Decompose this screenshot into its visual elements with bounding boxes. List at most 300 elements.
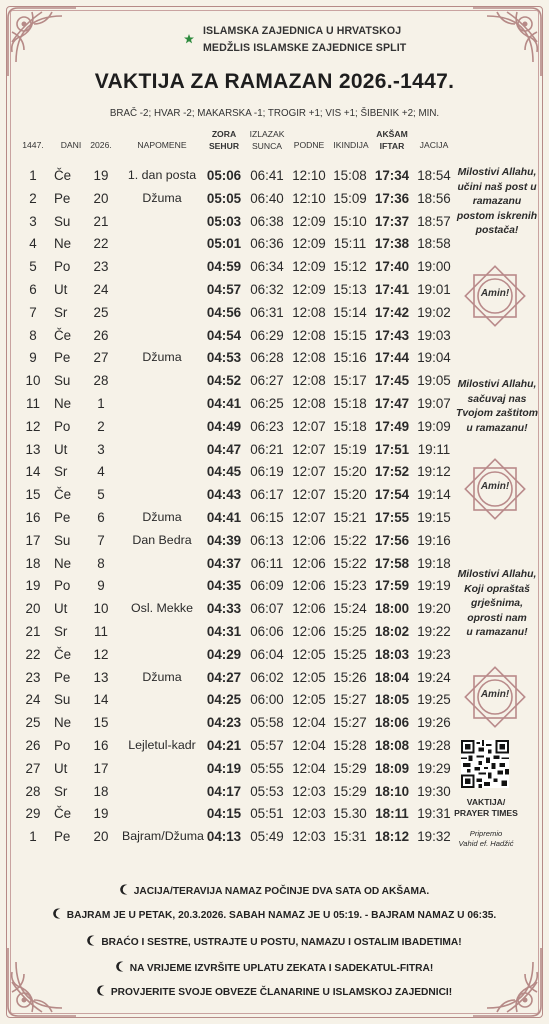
prepared-by-line2: Vahid ef. Hadžić: [458, 839, 514, 848]
cell-sunrise-time: 06:27: [250, 373, 284, 389]
cell-ikindija-time: 15:13: [333, 281, 367, 297]
cell-jacija-time: 19:20: [417, 601, 451, 617]
cell-zora-time: 04:45: [206, 464, 242, 480]
cell-jacija-time: 19:31: [417, 806, 451, 822]
cell-jacija-time: 18:58: [417, 236, 451, 252]
cell-sunrise-time: 05:53: [250, 783, 284, 799]
cell-podne-time: 12:09: [292, 259, 326, 275]
cell-gregorian-day: 18: [93, 783, 109, 799]
cell-ikindija-time: 15:15: [333, 327, 367, 343]
cell-gregorian-day: 10: [93, 601, 109, 617]
col-header-sunrise: [246, 128, 288, 152]
cell-hijri-day: 8: [29, 327, 37, 343]
footer-text: NA VRIJEME IZVRŠITE UPLATU ZEKATA I SADEKATUL-FITRA!: [129, 963, 434, 974]
cell-hijri-day: 3: [29, 213, 37, 229]
cell-gregorian-day: 11: [94, 623, 108, 639]
cell-sunrise-time: 06:31: [250, 304, 284, 320]
cell-podne-time: 12:09: [292, 213, 326, 229]
cell-hijri-day: 14: [25, 464, 41, 480]
cell-aksam-time: 18:10: [374, 783, 410, 799]
cell-aksam-time: 17:51: [374, 441, 410, 457]
cell-zora-time: 04:33: [206, 601, 242, 617]
cell-note: Osl. Mekke: [131, 601, 193, 616]
cell-aksam-time: 17:56: [374, 532, 410, 548]
prayer-2-line: u ramazanu!: [466, 422, 528, 434]
cell-weekday: Ut: [54, 281, 68, 297]
footer-line-1: [0, 884, 549, 897]
cell-zora-time: 04:25: [206, 692, 242, 708]
cell-weekday: Ne: [54, 395, 72, 411]
cell-ikindija-time: 15:28: [333, 737, 367, 753]
org-name-line2: MEDŽLIS ISLAMSKE ZAJEDNICE SPLIT: [203, 42, 407, 54]
cell-sunrise-time: 06:04: [250, 646, 284, 662]
cell-sunrise-time: 06:23: [250, 418, 284, 434]
cell-weekday: Sr: [54, 783, 68, 799]
cell-jacija-time: 18:54: [417, 168, 451, 183]
cell-zora-time: 04:29: [206, 646, 242, 662]
cell-sunrise-time: 06:38: [250, 213, 284, 229]
col-header-sunrise-line1: IZLAZAK: [249, 129, 285, 139]
prayer-3-line: grješnima,: [471, 598, 523, 609]
qr-code-icon[interactable]: [461, 740, 509, 788]
table-row: [22, 782, 452, 805]
page-title: VAKTIJA ZA RAMAZAN 2026.-1447.: [94, 70, 455, 93]
cell-hijri-day: 7: [29, 304, 37, 320]
cell-jacija-time: 19:16: [417, 532, 451, 548]
prayer-2-line: sačuvaj nas: [467, 393, 527, 405]
cell-hijri-day: 13: [25, 441, 41, 457]
cell-hijri-day: 21: [25, 623, 41, 639]
prayer-1-line: Milostivi Allahu,: [457, 167, 537, 178]
cell-ikindija-time: 15:19: [333, 441, 367, 457]
qr-label-line1: VAKTIJA/: [466, 797, 506, 807]
cell-podne-time: 12:06: [292, 601, 326, 617]
cell-jacija-time: 19:11: [417, 441, 451, 457]
table-row: [22, 508, 452, 531]
cell-zora-time: 04:56: [206, 304, 242, 320]
cell-gregorian-day: 20: [93, 829, 109, 845]
cell-sunrise-time: 06:06: [250, 623, 284, 639]
col-header-gregorian: 2026.: [90, 140, 112, 150]
table-row: [22, 462, 452, 485]
cell-gregorian-day: 3: [97, 441, 105, 457]
cell-gregorian-day: 22: [93, 236, 109, 252]
cell-ikindija-time: 15:20: [333, 487, 367, 503]
col-header-sunrise-line2: SUNCA: [251, 141, 283, 151]
cell-sunrise-time: 06:07: [250, 601, 284, 617]
table-row: [22, 713, 452, 736]
cell-aksam-time: 17:47: [374, 395, 410, 411]
table-row: [22, 690, 452, 713]
cell-sunrise-time: 06:15: [250, 509, 284, 525]
cell-zora-time: 04:59: [206, 259, 242, 275]
cell-zora-time: 04:27: [206, 669, 242, 685]
cell-hijri-day: 9: [29, 350, 37, 366]
cell-weekday: Po: [54, 418, 71, 434]
cell-podne-time: 12:08: [292, 327, 326, 343]
cell-zora-time: 05:03: [206, 213, 242, 229]
cell-ikindija-time: 15:14: [333, 304, 367, 320]
cell-aksam-time: 18:11: [375, 806, 409, 822]
cell-jacija-time: 19:18: [417, 555, 451, 571]
cell-aksam-time: 17:34: [374, 168, 410, 183]
cell-gregorian-day: 20: [93, 190, 109, 206]
table-row: [22, 804, 452, 827]
cell-zora-time: 04:41: [206, 395, 242, 411]
footer-text: BRAĆO I SESTRE, USTRAJTE U POSTU, NAMAZU I OSTALIM IBADETIMA!: [101, 937, 462, 948]
prayer-3-line: oprosti nam: [467, 612, 527, 624]
cell-hijri-day: 1: [29, 168, 37, 183]
cell-gregorian-day: 15: [93, 715, 109, 731]
cell-weekday: Ne: [54, 555, 72, 571]
cell-weekday: Sr: [54, 464, 68, 480]
cell-ikindija-time: 15.30: [333, 806, 367, 822]
prayer-3-line: Milostivi Allahu,: [457, 569, 537, 580]
cell-zora-time: 04:54: [206, 327, 242, 343]
corner-ornament-icon: [2, 942, 82, 1022]
cell-ikindija-time: 15:23: [333, 578, 367, 594]
cell-podne-time: 12:10: [292, 190, 326, 206]
cell-sunrise-time: 06:34: [250, 259, 284, 275]
prayer-3-line: Koji opraštaš: [464, 583, 530, 595]
cell-hijri-day: 24: [25, 692, 41, 708]
prayer-text-3: [456, 568, 538, 641]
cell-note: Lejletul-kadr: [128, 737, 196, 752]
cell-hijri-day: 28: [25, 783, 41, 799]
table-row: [22, 531, 452, 554]
cell-hijri-day: 15: [25, 487, 41, 503]
table-row: [22, 736, 452, 759]
amin-star-badge: [458, 452, 532, 526]
cell-ikindija-time: 15:25: [333, 623, 367, 639]
cell-hijri-day: 10: [25, 373, 41, 389]
cell-jacija-time: 19:02: [417, 304, 451, 320]
cell-zora-time: 04:35: [206, 578, 242, 594]
qr-label-line2: PRAYER TIMES: [454, 808, 518, 818]
cell-hijri-day: 6: [29, 281, 37, 297]
cell-sunrise-time: 06:25: [250, 395, 284, 411]
cell-sunrise-time: 06:00: [250, 692, 284, 708]
table-row: [22, 371, 452, 394]
cell-gregorian-day: 8: [97, 555, 105, 571]
cell-aksam-time: 18:03: [374, 646, 410, 662]
cell-weekday: Če: [54, 327, 72, 343]
cell-jacija-time: 19:04: [417, 350, 451, 366]
cell-ikindija-time: 15:21: [333, 509, 367, 525]
prepared-by: [450, 829, 522, 849]
cell-gregorian-day: 26: [93, 327, 109, 343]
cell-hijri-day: 1: [29, 829, 37, 845]
col-header-hijri: 1447.: [22, 140, 44, 150]
cell-gregorian-day: 14: [93, 692, 109, 708]
cell-zora-time: 04:47: [206, 441, 242, 457]
table-row: [22, 576, 452, 599]
cell-gregorian-day: 27: [93, 350, 109, 366]
cell-zora-time: 04:49: [206, 418, 242, 434]
cell-podne-time: 12:03: [292, 829, 326, 845]
cell-ikindija-time: 15:22: [333, 555, 367, 571]
table-row: [22, 166, 452, 189]
cell-aksam-time: 18:00: [374, 601, 410, 617]
cell-podne-time: 12:07: [292, 441, 326, 457]
cell-jacija-time: 18:56: [417, 190, 451, 206]
cell-ikindija-time: 15:10: [333, 213, 367, 229]
crescent-icon: [97, 985, 108, 996]
cell-ikindija-time: 15:20: [333, 464, 367, 480]
city-offsets: BRAČ -2; HVAR -2; MAKARSKA -1; TROGIR +1; VIS +1; ŠIBENIK +2; MIN.: [109, 108, 440, 119]
table-row: [22, 280, 452, 303]
crescent-logo-icon: [168, 22, 200, 58]
cell-ikindija-time: 15:18: [333, 418, 367, 434]
cell-ikindija-time: 15:17: [333, 373, 367, 389]
cell-gregorian-day: 6: [97, 509, 105, 525]
amin-star-badge: [458, 259, 532, 333]
cell-jacija-time: 19:00: [417, 259, 451, 275]
crescent-icon: [87, 935, 98, 946]
cell-sunrise-time: 05:55: [250, 760, 284, 776]
crescent-icon: [120, 884, 131, 895]
cell-jacija-time: 19:32: [417, 829, 451, 845]
cell-gregorian-day: 19: [93, 168, 109, 183]
cell-sunrise-time: 06:32: [250, 281, 284, 297]
cell-weekday: Ut: [54, 441, 68, 457]
cell-jacija-time: 19:29: [417, 760, 451, 776]
col-header-podne: PODNE: [293, 140, 325, 150]
prayer-1-line: postom iskrenih: [456, 210, 538, 222]
table-row: [22, 348, 452, 371]
cell-podne-time: 12:04: [292, 737, 326, 753]
cell-gregorian-day: 17: [93, 760, 109, 776]
cell-hijri-day: 22: [25, 646, 41, 662]
cell-podne-time: 12:03: [292, 783, 326, 799]
cell-podne-time: 12:09: [292, 236, 326, 252]
cell-aksam-time: 18:04: [374, 669, 410, 685]
col-header-ikindija: IKINDIJA: [333, 140, 369, 150]
cell-jacija-time: 19:30: [417, 783, 451, 799]
corner-ornament-icon: [467, 942, 547, 1022]
cell-jacija-time: 19:28: [417, 737, 451, 753]
cell-hijri-day: 2: [29, 190, 37, 206]
cell-ikindija-time: 15:11: [333, 236, 367, 252]
table-row: [22, 326, 452, 349]
cell-zora-time: 05:01: [206, 236, 242, 252]
cell-jacija-time: 19:24: [417, 669, 451, 685]
table-row: [22, 212, 452, 235]
cell-hijri-day: 25: [25, 715, 41, 731]
cell-weekday: Če: [54, 487, 72, 503]
cell-weekday: Su: [54, 213, 71, 229]
cell-sunrise-time: 06:09: [250, 578, 284, 594]
cell-hijri-day: 4: [29, 236, 37, 252]
cell-sunrise-time: 06:29: [250, 327, 284, 343]
cell-jacija-time: 19:26: [417, 715, 451, 731]
cell-podne-time: 12:07: [292, 509, 326, 525]
cell-sunrise-time: 05:51: [250, 806, 284, 822]
amin-label: Amin!: [480, 689, 510, 700]
schedule-table: [22, 166, 452, 850]
cell-podne-time: 12:07: [292, 487, 326, 503]
footer-text: PROVJERITE SVOJE OBVEZE ČLANARINE U ISLAMSKOJ ZAJEDNICI!: [110, 987, 453, 998]
col-header-aksam-line1: AKŠAM: [376, 129, 408, 139]
cell-jacija-time: 18:57: [417, 213, 451, 229]
prayer-1-line: ramazanu: [472, 196, 522, 207]
table-row: [22, 827, 452, 850]
cell-podne-time: 12:04: [292, 760, 326, 776]
footer-line-5: [0, 985, 549, 998]
cell-podne-time: 12:03: [292, 806, 326, 822]
cell-ikindija-time: 15:27: [333, 715, 367, 731]
table-row: [22, 622, 452, 645]
cell-ikindija-time: 15:12: [333, 259, 367, 275]
cell-weekday: Sr: [54, 623, 68, 639]
cell-hijri-day: 16: [25, 509, 41, 525]
cell-podne-time: 12:06: [292, 578, 326, 594]
cell-sunrise-time: 06:11: [250, 555, 284, 571]
cell-gregorian-day: 23: [93, 259, 109, 275]
cell-aksam-time: 17:43: [374, 327, 410, 343]
cell-gregorian-day: 25: [93, 304, 109, 320]
cell-podne-time: 12:06: [292, 555, 326, 571]
cell-zora-time: 04:19: [206, 760, 242, 776]
cell-aksam-time: 17:40: [374, 259, 410, 275]
table-row: [22, 189, 452, 212]
cell-note: Dan Bedra: [132, 532, 192, 547]
cell-aksam-time: 17:58: [374, 555, 410, 571]
cell-aksam-time: 17:44: [374, 350, 410, 366]
table-row: [22, 417, 452, 440]
cell-zora-time: 04:23: [206, 715, 242, 731]
cell-podne-time: 12:10: [292, 168, 326, 183]
cell-weekday: Če: [54, 806, 72, 822]
cell-sunrise-time: 05:58: [250, 715, 284, 731]
cell-sunrise-time: 06:13: [250, 532, 284, 548]
cell-weekday: Pe: [54, 350, 71, 366]
table-row: [22, 394, 452, 417]
table-row: [22, 668, 452, 691]
cell-gregorian-day: 2: [97, 418, 105, 434]
table-row: [22, 303, 452, 326]
cell-podne-time: 12:05: [292, 669, 326, 685]
cell-zora-time: 04:31: [206, 623, 242, 639]
cell-aksam-time: 17:42: [374, 304, 410, 320]
cell-aksam-time: 17:38: [374, 236, 410, 252]
cell-weekday: Po: [54, 737, 71, 753]
cell-podne-time: 12:07: [292, 464, 326, 480]
cell-aksam-time: 17:59: [374, 578, 410, 594]
prayer-text-1: [456, 166, 538, 239]
cell-hijri-day: 11: [26, 395, 40, 411]
cell-weekday: Ut: [54, 760, 68, 776]
cell-ikindija-time: 15:29: [333, 760, 367, 776]
cell-weekday: Ne: [54, 236, 72, 252]
col-header-notes: NAPOMENE: [137, 140, 187, 150]
cell-zora-time: 04:37: [206, 555, 242, 571]
col-header-zora-line1: ZORA: [211, 129, 237, 139]
cell-weekday: Po: [54, 259, 71, 275]
cell-ikindija-time: 15:09: [333, 190, 367, 206]
cell-aksam-time: 17:37: [374, 213, 410, 229]
cell-note: 1. dan posta: [127, 168, 197, 182]
org-name-line1: ISLAMSKA ZAJEDNICA U HRVATSKOJ: [203, 25, 402, 37]
cell-jacija-time: 19:12: [417, 464, 451, 480]
cell-zora-time: 04:53: [206, 350, 242, 366]
cell-gregorian-day: 12: [93, 646, 109, 662]
cell-sunrise-time: 06:28: [250, 350, 284, 366]
cell-aksam-time: 17:41: [374, 281, 410, 297]
cell-weekday: Su: [54, 692, 71, 708]
prayer-text-2: [456, 378, 538, 436]
cell-gregorian-day: 13: [93, 669, 109, 685]
cell-hijri-day: 20: [25, 601, 41, 617]
cell-podne-time: 12:08: [292, 350, 326, 366]
cell-weekday: Če: [54, 168, 72, 183]
cell-jacija-time: 19:14: [417, 487, 451, 503]
cell-podne-time: 12:07: [292, 418, 326, 434]
cell-weekday: Pe: [54, 669, 71, 685]
table-row: [22, 599, 452, 622]
cell-zora-time: 04:52: [206, 373, 242, 389]
cell-aksam-time: 18:06: [374, 715, 410, 731]
footer-line-2: [0, 908, 549, 921]
cell-jacija-time: 19:23: [417, 646, 451, 662]
cell-jacija-time: 19:03: [417, 327, 451, 343]
cell-aksam-time: 18:02: [374, 623, 410, 639]
cell-zora-time: 04:39: [206, 532, 242, 548]
cell-gregorian-day: 21: [93, 213, 109, 229]
cell-note: Džuma: [142, 350, 182, 365]
cell-aksam-time: 17:55: [374, 509, 410, 525]
cell-zora-time: 04:13: [206, 829, 242, 845]
prepared-by-line1: Pripremio: [469, 829, 503, 838]
cell-zora-time: 04:21: [206, 737, 242, 753]
cell-zora-time: 04:17: [206, 783, 242, 799]
cell-ikindija-time: 15:25: [333, 646, 367, 662]
cell-weekday: Če: [54, 646, 72, 662]
cell-gregorian-day: 1: [97, 395, 105, 411]
cell-weekday: Po: [54, 578, 71, 594]
cell-jacija-time: 19:05: [417, 373, 451, 389]
table-row: [22, 759, 452, 782]
cell-ikindija-time: 15:31: [333, 829, 367, 845]
prayer-2-line: Tvojom zaštitom: [456, 408, 538, 419]
col-header-jacija: JACIJA: [419, 140, 449, 150]
cell-sunrise-time: 06:19: [250, 464, 284, 480]
cell-ikindija-time: 15:29: [333, 783, 367, 799]
cell-zora-time: 05:05: [206, 190, 242, 206]
cell-weekday: Ne: [54, 715, 72, 731]
cell-gregorian-day: 9: [97, 578, 105, 594]
prayer-1-line: postača!: [475, 225, 519, 236]
cell-aksam-time: 17:49: [374, 418, 410, 434]
cell-ikindija-time: 15:24: [333, 601, 367, 617]
prayer-2-line: Milostivi Allahu,: [457, 379, 537, 390]
cell-ikindija-time: 15:22: [333, 532, 367, 548]
cell-zora-time: 04:43: [206, 487, 242, 503]
amin-star-badge: [458, 660, 532, 734]
amin-label: Amin!: [480, 288, 510, 299]
cell-aksam-time: 17:36: [374, 190, 410, 206]
prayer-1-line: učini naš post u: [457, 181, 537, 193]
cell-sunrise-time: 06:21: [250, 441, 284, 457]
cell-note: Bajram/Džuma: [122, 829, 204, 844]
cell-hijri-day: 19: [25, 578, 41, 594]
cell-hijri-day: 17: [25, 532, 41, 548]
cell-sunrise-time: 06:17: [250, 487, 284, 503]
cell-sunrise-time: 06:41: [250, 168, 284, 183]
cell-weekday: Su: [54, 373, 71, 389]
cell-aksam-time: 18:08: [374, 737, 410, 753]
cell-weekday: Pe: [54, 829, 71, 845]
